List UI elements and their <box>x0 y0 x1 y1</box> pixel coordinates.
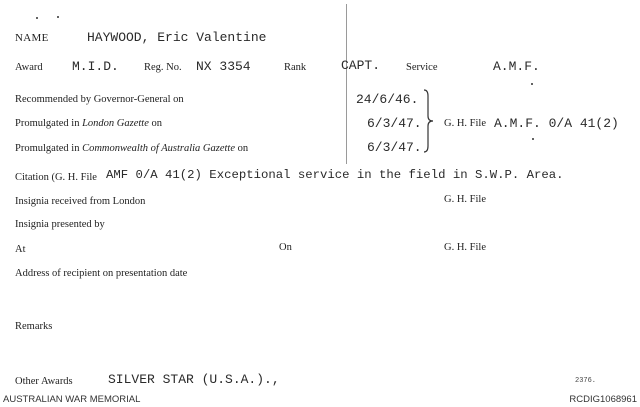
insignia-received-label: Insignia received from London <box>15 196 146 207</box>
insignia-gh-file-label: G. H. File <box>444 194 486 205</box>
service-value: A.M.F. <box>493 59 540 74</box>
ink-mark <box>531 83 533 85</box>
at-label: At <box>15 244 26 255</box>
award-value: M.I.D. <box>72 59 119 74</box>
grouping-brace <box>422 88 436 154</box>
ink-mark <box>36 17 38 19</box>
ink-mark <box>57 16 59 18</box>
award-label: Award <box>15 62 43 73</box>
promulgated-commonwealth-value: 6/3/47. <box>367 140 422 155</box>
footer-institution: AUSTRALIAN WAR MEMORIAL <box>3 394 141 405</box>
promulgated-commonwealth-label: Promulgated in Commonwealth of Australia Gazette on <box>15 143 249 154</box>
ink-mark <box>532 138 534 140</box>
name-label: NAME <box>15 32 49 44</box>
rank-value: CAPT. <box>341 58 381 73</box>
name-value: HAYWOOD, Eric Valentine <box>87 30 267 45</box>
insignia-presented-label: Insignia presented by <box>15 219 105 230</box>
at-gh-file-label: G. H. File <box>444 242 486 253</box>
promulgated-london-label: Promulgated in London Gazette on <box>15 118 162 129</box>
card-number: 2376. <box>575 377 597 385</box>
promulgated-london-value: 6/3/47. <box>367 116 422 131</box>
other-awards-value: SILVER STAR (U.S.A.)., <box>108 372 280 387</box>
on-label: On <box>279 242 292 253</box>
citation-value: AMF 0/A 41(2) Exceptional service in the field in S.W.P. Area. <box>106 168 564 182</box>
regno-label: Reg. No. <box>144 62 182 73</box>
recommended-value: 24/6/46. <box>356 92 419 107</box>
recommended-label: Recommended by Governor-General on <box>15 94 184 105</box>
other-awards-label: Other Awards <box>15 376 73 387</box>
citation-label: Citation (G. H. File <box>15 172 97 183</box>
gh-file-value: A.M.F. 0/A 41(2) <box>494 116 619 131</box>
address-label: Address of recipient on presentation date <box>15 268 188 279</box>
rank-label: Rank <box>284 62 307 73</box>
gh-file-label: G. H. File <box>444 118 486 129</box>
fold-line <box>346 4 347 164</box>
remarks-label: Remarks <box>15 321 53 332</box>
footer-record-id: RCDIG1068961 <box>569 394 637 405</box>
regno-value: NX 3354 <box>196 59 251 74</box>
service-label: Service <box>406 62 438 73</box>
